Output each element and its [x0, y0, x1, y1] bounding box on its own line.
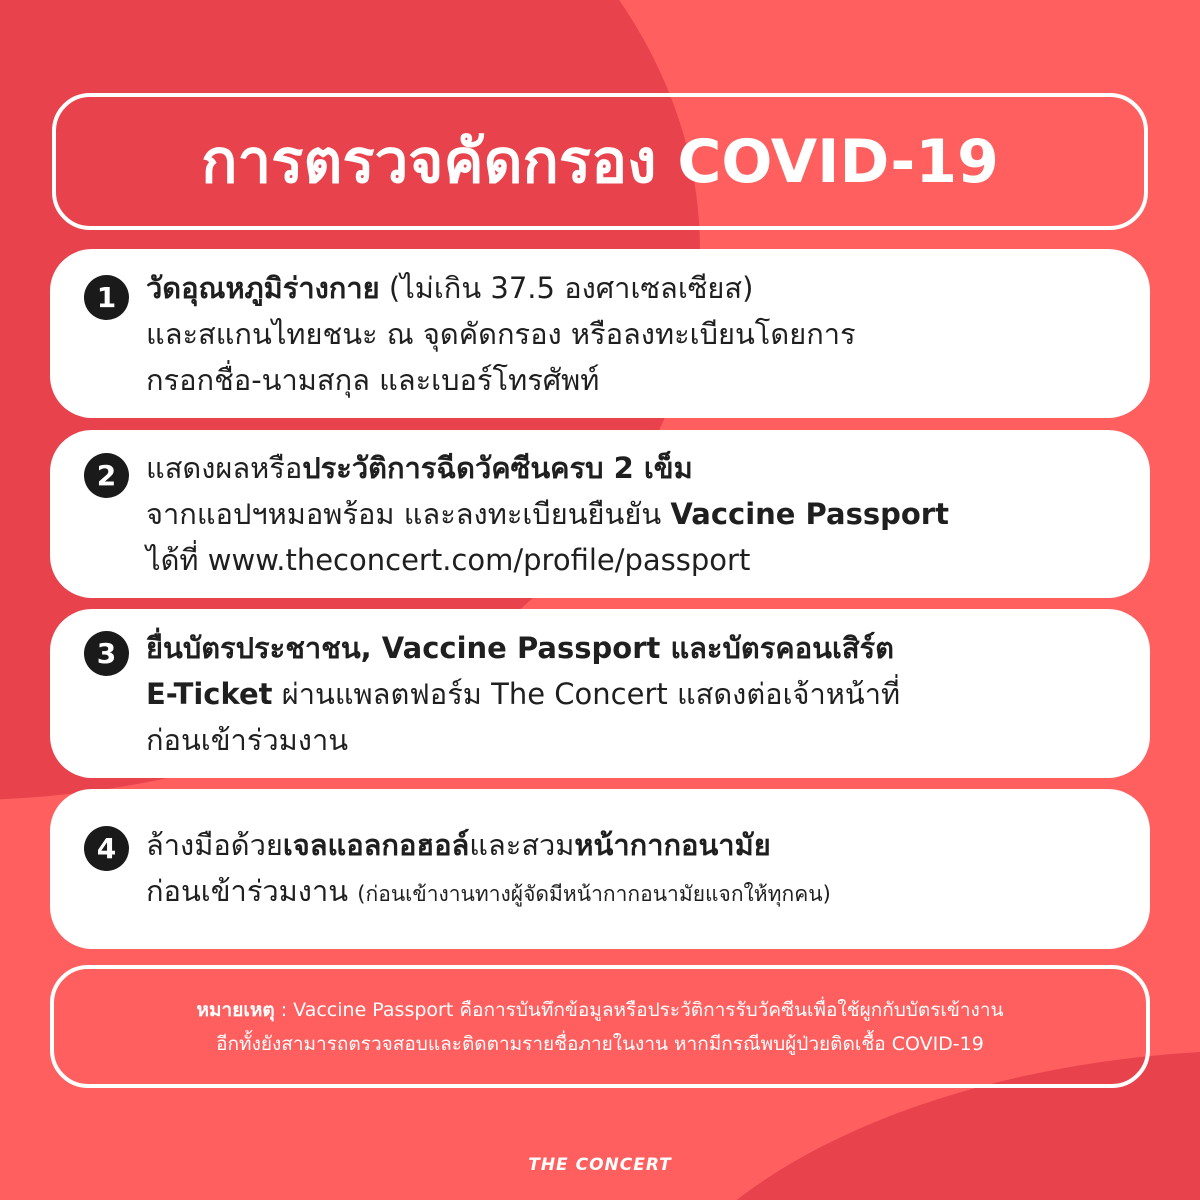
step-line	[146, 491, 1150, 537]
step-text: ล้างมือด้วย	[146, 827, 283, 862]
note-frame	[50, 965, 1150, 1088]
page-title: การตรวจคัดกรอง COVID-19	[201, 127, 999, 197]
note-line-1	[196, 993, 1003, 1027]
step-card-4	[50, 789, 1150, 949]
step-number-badge: 1	[84, 275, 129, 320]
the-concert-logo: THE CONCERT	[528, 1155, 672, 1175]
step-line	[146, 357, 1150, 403]
step-number-badge: 2	[84, 453, 129, 498]
step-number-badge: 4	[84, 826, 129, 871]
step-text: ก่อนเข้าร่วมงาน	[146, 873, 358, 908]
step-line	[146, 822, 1150, 868]
note-text: : Vaccine Passport คือการบันทึกข้อมูลหรือประวัติการรับวัคซีนเพื่อใช้ผูกกับบัตรเข้างาน	[274, 998, 1004, 1021]
step-text: กรอกชื่อ-นามสกุล และเบอร์โทรศัพท์	[146, 362, 600, 397]
step-text: และสแกนไทยชนะ ณ จุดคัดกรอง หรือลงทะเบียนโดยการ	[146, 316, 856, 351]
step-text-small: (ก่อนเข้างานทางผู้จัดมีหน้ากากอนามัยแจกให้ทุกคน)	[357, 881, 831, 906]
step-text: แสดงผลหรือ	[146, 451, 303, 485]
step-text-bold: ประวัติการฉีดวัคซีนครบ 2 เข็ม	[302, 451, 693, 485]
step-text: ก่อนเข้าร่วมงาน	[146, 722, 349, 757]
step-card-3	[50, 609, 1150, 778]
note-line-2: อีกทั้งยังสามารถตรวจสอบและติดตามรายชื่อภายในงาน หากมีกรณีพบผู้ป่วยติดเชื้อ COVID-19	[216, 1032, 984, 1055]
step-line	[146, 717, 1150, 763]
step-text-bold: E-Ticket	[146, 676, 273, 711]
step-line	[146, 537, 1150, 583]
step-line	[146, 445, 1150, 491]
step-text-bold: Vaccine Passport	[670, 497, 949, 531]
step-card-2	[50, 430, 1150, 598]
step-text-bold: วัดอุณหภูมิร่างกาย	[146, 270, 380, 305]
step-line	[146, 625, 1150, 671]
step-line	[146, 311, 1150, 357]
step-text: ได้ที่ www.theconcert.com/profile/passport	[146, 543, 751, 577]
step-text: จากแอปฯหมอพร้อม และลงทะเบียนยืนยัน	[146, 497, 671, 531]
step-text: ผ่านแพลตฟอร์ม The Concert แสดงต่อเจ้าหน้าที่	[272, 676, 901, 711]
step-line	[146, 265, 1150, 311]
note-label: หมายเหตุ	[196, 998, 275, 1021]
step-line	[146, 868, 1150, 917]
step-text-bold: เจลแอลกอฮอล์	[282, 827, 470, 862]
step-text-bold: ยื่นบัตรประชาชน, Vaccine Passport และบัตรคอนเสิร์ต	[146, 630, 894, 665]
step-number-badge: 3	[84, 631, 129, 676]
step-text: และสวม	[469, 827, 575, 862]
step-card-1	[50, 249, 1150, 418]
step-line	[146, 671, 1150, 717]
title-frame	[52, 93, 1148, 230]
step-text: (ไม่เกิน 37.5 องศาเซลเซียส)	[379, 270, 754, 305]
step-text-bold: หน้ากากอนามัย	[574, 827, 771, 862]
